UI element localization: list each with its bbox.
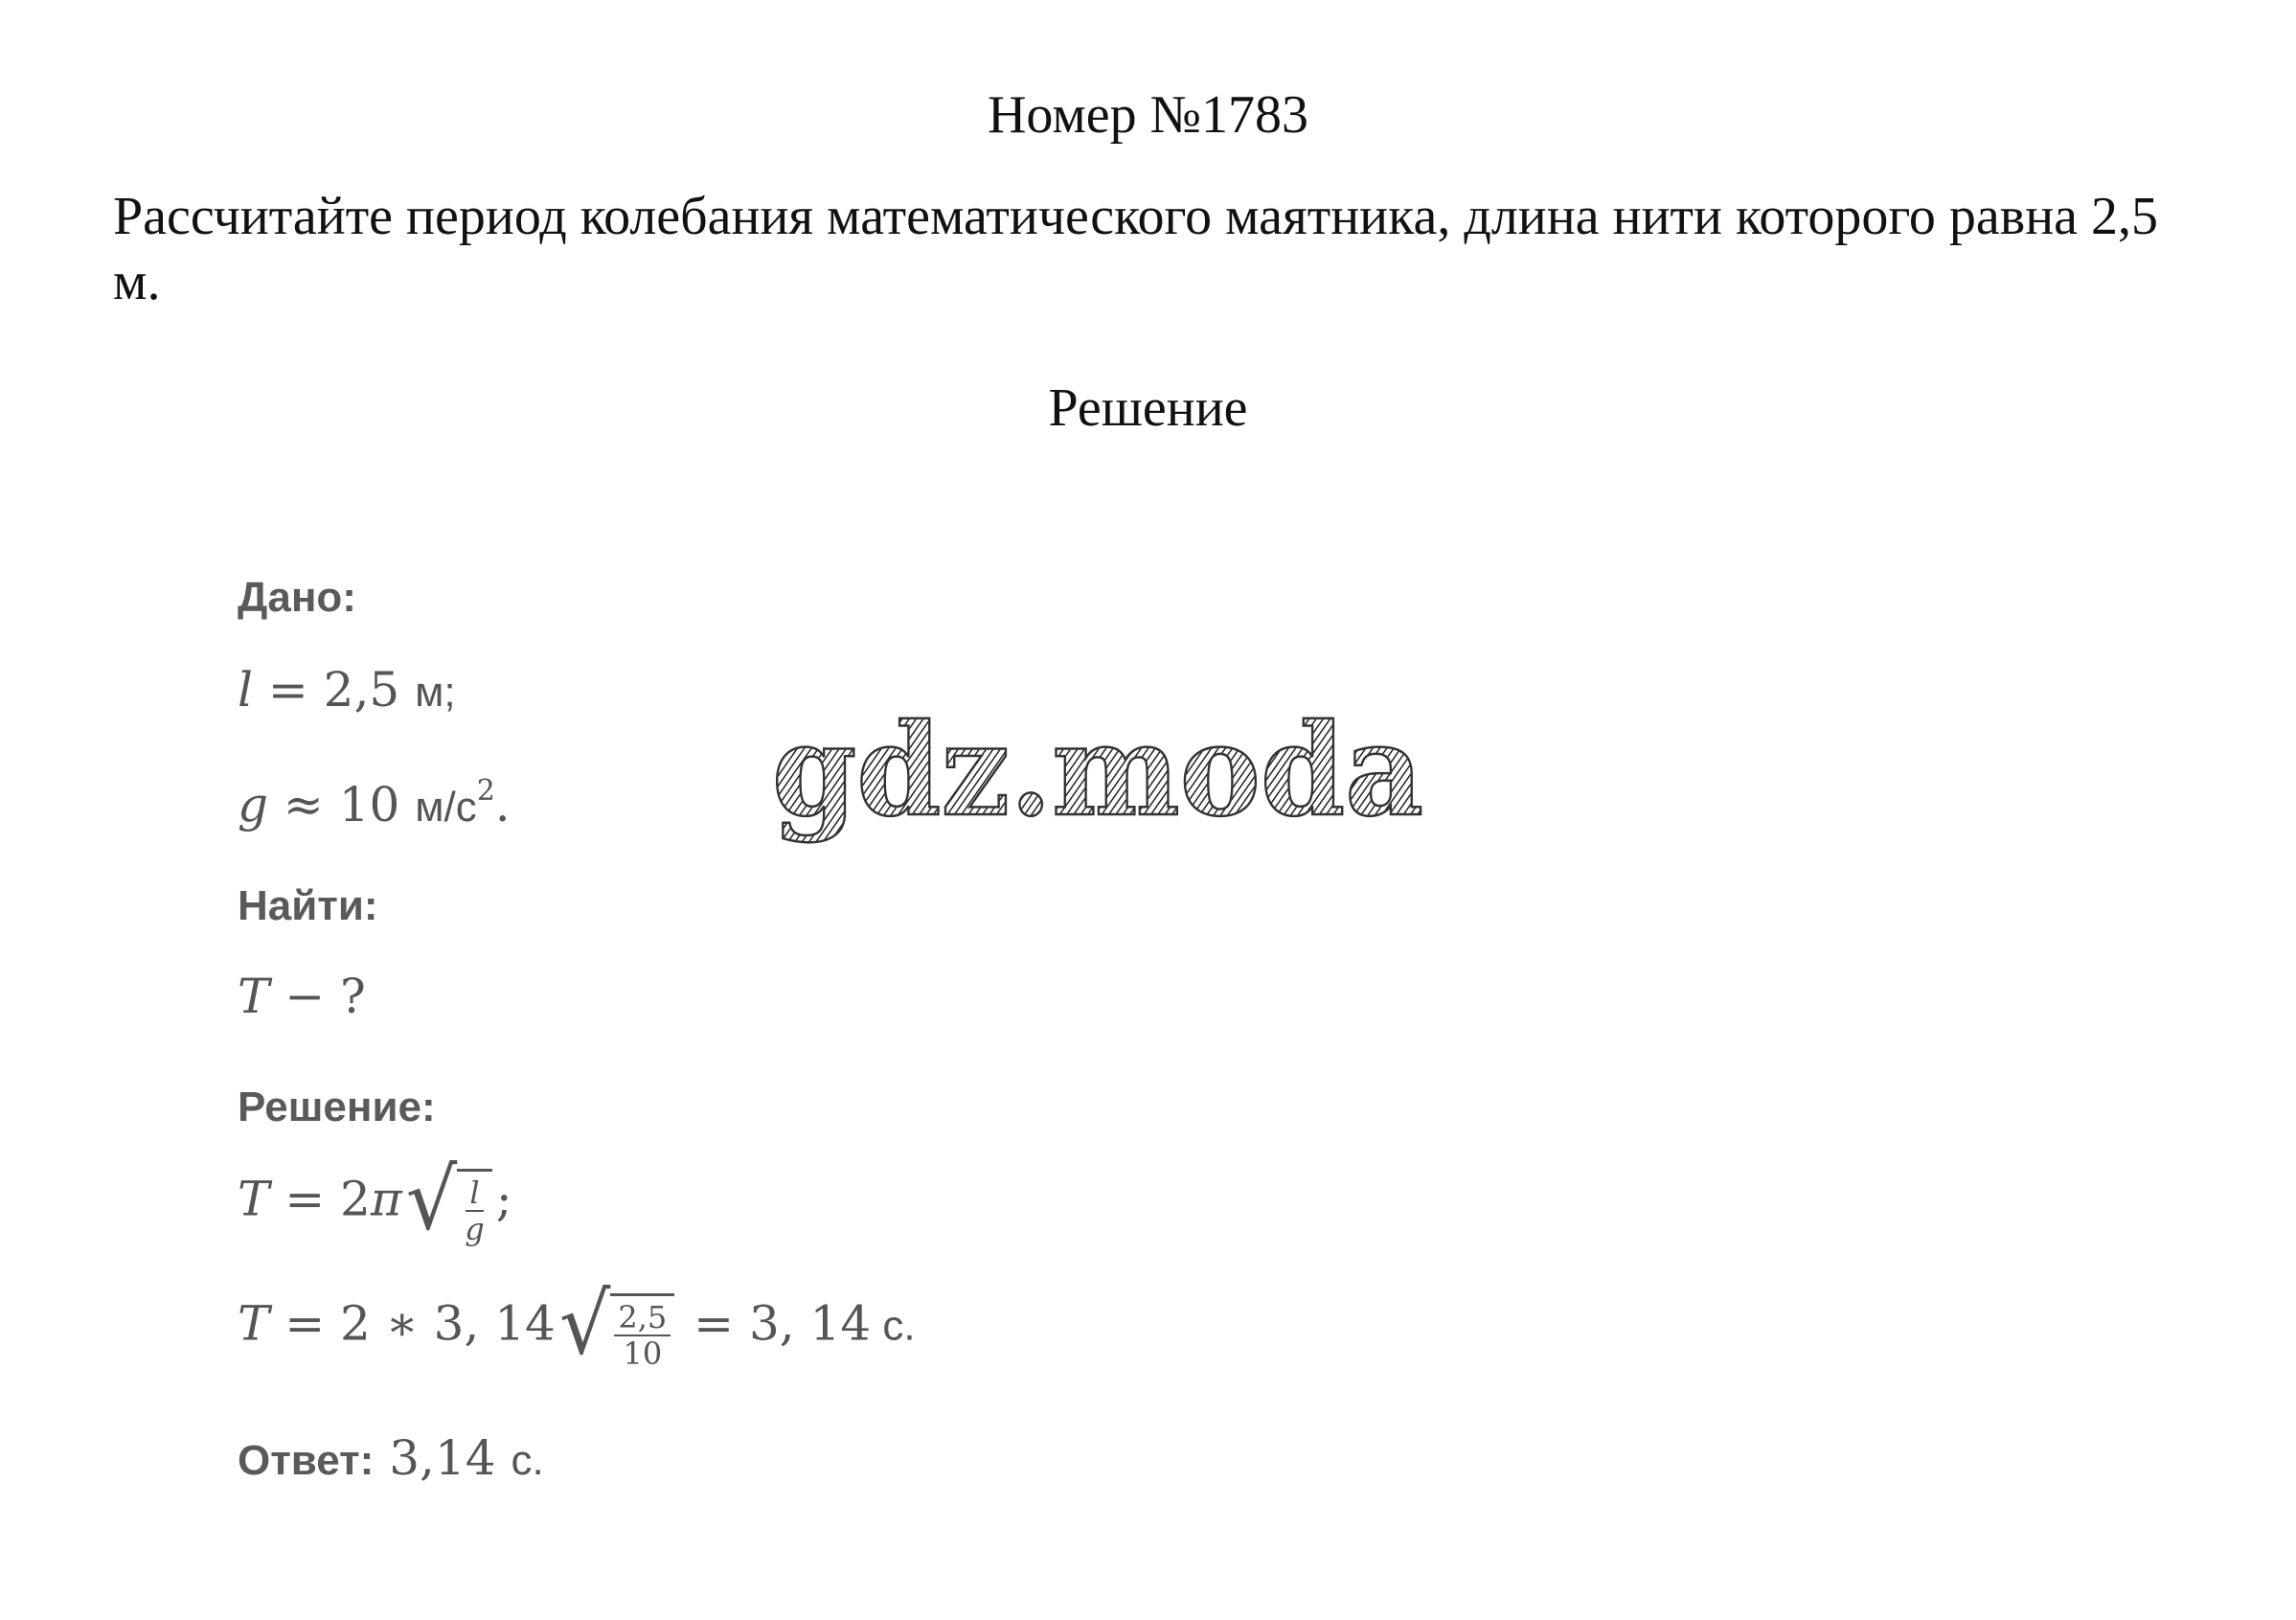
fraction-values: $\frac{2,5}{10}$ [614,1300,671,1371]
fraction-l-over-g: $\frac{l}{g}$ [465,1175,485,1247]
gravity-exponent: 2 [476,774,495,808]
length-unit: м; [415,669,456,716]
formula1-lhs: T [238,1171,270,1227]
solution-heading: Решение [1048,378,1248,438]
page-title: Номер №1783 [987,85,1309,145]
formula1-end: ; [495,1171,512,1227]
formula2-lhs: T [238,1295,270,1352]
given-length [238,661,456,721]
problem-statement: Рассчитайте период колебания математического маятника, длина нити которого равна 2,5 м. [113,187,2159,311]
answer-label: Ответ: [238,1437,375,1484]
length-value: = 2,5 [253,662,416,718]
answer-line [238,1429,544,1488]
formula2-result: = 3, 14 [678,1295,872,1352]
watermark-logo [766,701,1437,845]
sqrt-sign: √ $\frac{2,5}{10}$ [559,1284,674,1371]
sqrt-sign: √ $\frac{l}{g}$ [406,1159,492,1246]
formula1-pi: π [370,1171,402,1227]
solve-label: Решение: [238,1084,436,1130]
period-variable: T [238,969,270,1024]
formula1-mid: = 2 [269,1171,371,1227]
formula-period [238,1150,512,1249]
gravity-variable: g [238,777,269,833]
find-label: Найти: [238,882,378,929]
formula2-mid: = 2 ∗ 3, 14 [269,1295,556,1352]
formula-calculation [238,1274,916,1374]
length-variable: l [238,662,253,718]
find-question: − ? [269,969,366,1024]
formula2-unit: с. [871,1302,916,1350]
given-label: Дано: [238,574,356,621]
gravity-unit: м/с [415,784,477,831]
find-unknown [238,968,366,1025]
svg-text:gdz.moda: gdz.moda [772,701,1423,845]
answer-unit: с. [511,1437,544,1484]
gravity-value: ≈ 10 [268,777,416,833]
given-gravity [238,776,511,841]
gravity-end: . [494,777,511,833]
answer-value: 3,14 [374,1430,511,1486]
